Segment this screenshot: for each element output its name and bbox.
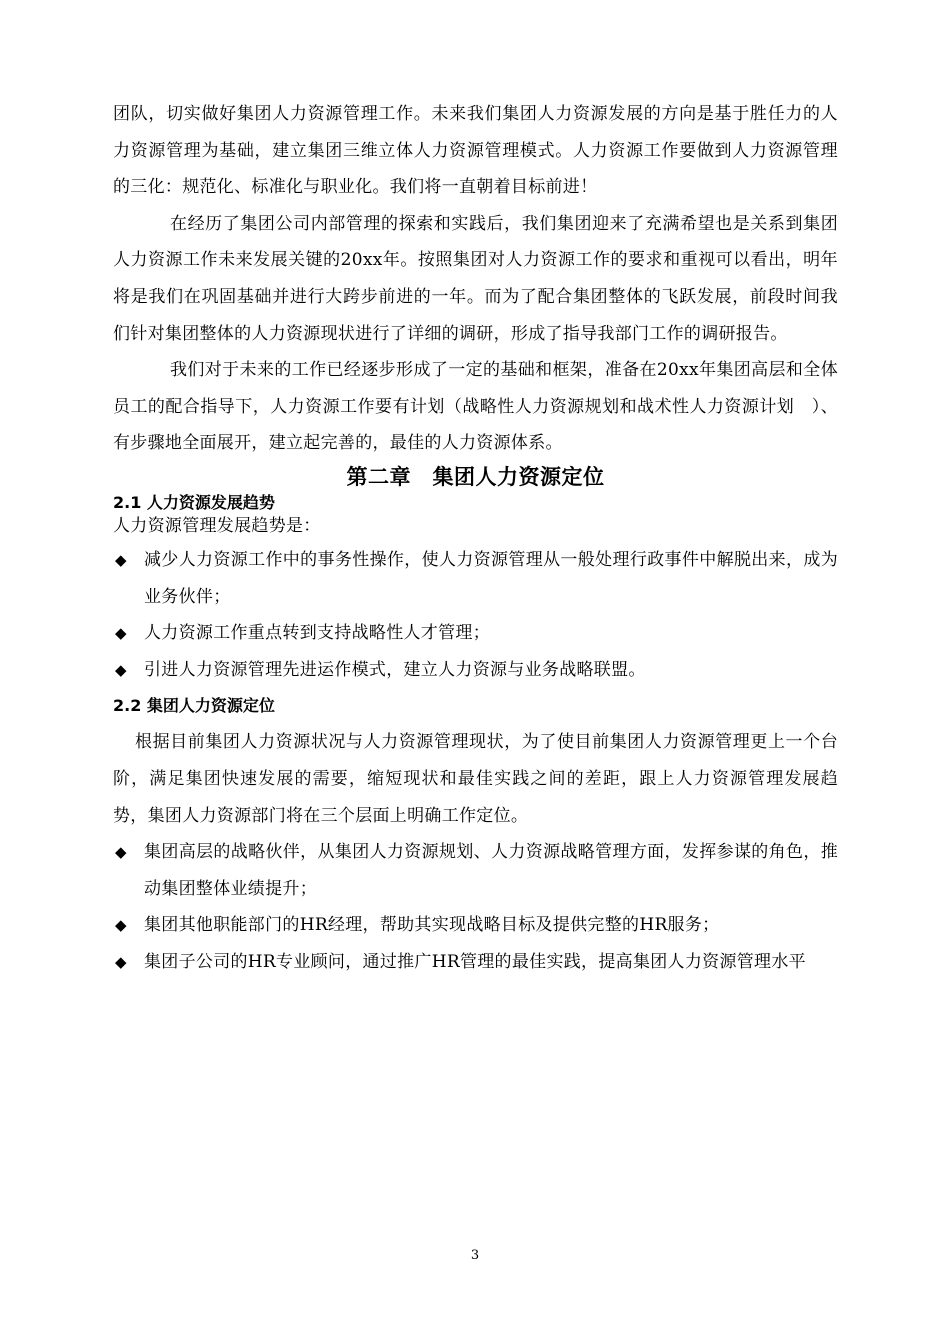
bullet-item: [113, 834, 838, 907]
bullet-text: 减少人力资源工作中的事务性操作，使人力资源管理从一般处理行政事件中解脱出来，成为业务伙伴；: [144, 549, 838, 607]
section-heading-2-1: 2.1 人力资源发展趋势: [113, 492, 275, 512]
section-2-2-intro: 根据目前集团人力资源状况与人力资源管理现状，为了使目前集团人力资源管理更上一个台阶，满足集团快速发展的需要，缩短现状和最佳实践之间的差距，跟上人力资源管理发展趋势，集团人力资源部门将在三个层面上明确工作定位。: [113, 732, 838, 826]
diamond-bullet-icon: ◆: [115, 660, 127, 679]
bullet-item: [113, 652, 838, 689]
bullet-item: [113, 907, 838, 944]
bullet-item: [113, 542, 838, 615]
bullet-list-trends: [113, 542, 838, 688]
diamond-bullet-icon: ◆: [115, 843, 127, 862]
bullet-item: [113, 944, 838, 981]
paragraph-intro-continuation: 团队，切实做好集团人力资源管理工作。未来我们集团人力资源发展的方向是基于胜任力的人力资源管理为基础，建立集团三维立体人力资源管理模式。人力资源工作要做到人力资源管理的三化：规范化、标准化与职业化。我们将一直朝着目标前进！: [113, 104, 838, 198]
diamond-bullet-icon: ◆: [115, 952, 127, 971]
bullet-text: 集团其他职能部门的HR经理，帮助其实现战略目标及提供完整的HR服务；: [144, 915, 720, 936]
bullet-text: 引进人力资源管理先进运作模式，建立人力资源与业务战略联盟。: [144, 659, 646, 680]
page-number: 3: [470, 1248, 480, 1263]
bullet-text: 集团子公司的HR专业顾问，通过推广HR管理的最佳实践，提高集团人力资源管理水平: [144, 951, 806, 972]
document-page: [113, 96, 838, 980]
bullet-item: [113, 615, 838, 652]
paragraph-exploration: 在经历了集团公司内部管理的探索和实践后，我们集团迎来了充满希望也是关系到集团人力资源工作未来发展关键的20xx年。按照集团对人力资源工作的要求和重视可以看出，明年将是我们在巩固基础并进行大跨步前进的一年。而为了配合集团整体的飞跃发展，前段时间我们针对集团整体的人力资源现状进行了详细的调研，形成了指导我部门工作的调研报告。: [113, 213, 838, 344]
section-2-1-intro: 人力资源管理发展趋势是：: [113, 515, 321, 536]
paragraph-framework: 我们对于未来的工作已经逐步形成了一定的基础和框架，准备在20xx年集团高层和全体员工的配合指导下，人力资源工作要有计划（战略性人力资源规划和战术性人力资源计划 ）、有步骤地全面展开，建立起完善的，最佳的人力资源体系。: [113, 360, 838, 454]
diamond-bullet-icon: ◆: [115, 916, 127, 935]
bullet-list-positioning: [113, 834, 838, 980]
diamond-bullet-icon: ◆: [115, 624, 127, 643]
diamond-bullet-icon: ◆: [115, 550, 127, 569]
bullet-text: 人力资源工作重点转到支持战略性人才管理；: [144, 623, 490, 644]
section-heading-2-2: 2.2 集团人力资源定位: [113, 696, 275, 716]
bullet-text: 集团高层的战略伙伴，从集团人力资源规划、人力资源战略管理方面，发挥参谋的角色，推动集团整体业绩提升；: [144, 842, 838, 899]
chapter-title: 第二章 集团人力资源定位: [346, 463, 605, 489]
